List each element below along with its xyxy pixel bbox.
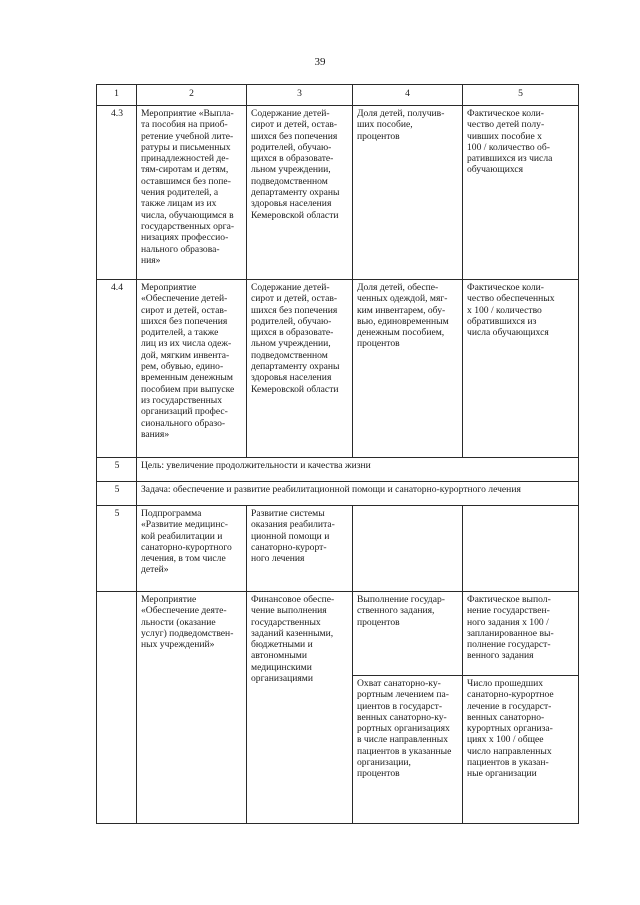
header-col-1: 1	[97, 85, 137, 106]
goal-row	[97, 458, 579, 482]
activity-name-cell: Мероприятие «Обеспечение деяте- льности (оказание услуг) подведомствен- ных учреждений»	[137, 592, 247, 824]
indicator-formula-cell: Фактическое коли- чество детей полу- чивших пособие х 100 / количество об- ратившихся из числа обучающихся	[463, 106, 579, 280]
activity-row	[97, 592, 579, 676]
empty-cell	[463, 506, 579, 592]
indicators-table	[96, 84, 579, 824]
indicator-name-cell: Выполнение государ- ственного задания, процентов	[353, 592, 463, 676]
table-row	[97, 280, 579, 458]
page-number: 39	[314, 56, 326, 68]
subprogram-content-cell: Развитие системы оказания реабилита- ционной помощи и санаторно-курорт- ного лечения	[247, 506, 353, 592]
header-col-4: 4	[353, 85, 463, 106]
indicator-name-cell: Доля детей, обеспе- ченных одеждой, мяг- ким инвентарем, обу- вью, единовременным денежным пособием, процентов	[353, 280, 463, 458]
empty-number-cell	[97, 592, 137, 824]
goal-text: Цель: увеличение продолжительности и качества жизни	[137, 458, 579, 482]
subprogram-name-cell: Подпрограмма «Развитие медицинс- кой реабилитации и санаторно-курортного лечения, в том числе детей»	[137, 506, 247, 592]
table-row	[97, 106, 579, 280]
task-row	[97, 482, 579, 506]
activity-content-cell: Финансовое обеспе- чение выполнения государственных заданий казенными, бюджетными и автономными медицинскими организациями	[247, 592, 353, 824]
indicator-formula-cell: Фактическое выпол- нение государствен- ного задания х 100 / запланированное вы- полнение государст- венного задания	[463, 592, 579, 676]
indicator-name-cell: Охват санаторно-ку- рортным лечением па- циентов в государст- венных санаторно-ку- рортных организациях в числе направленных пациентов в указанные организации, процентов	[353, 676, 463, 824]
activity-content-cell: Содержание детей- сирот и детей, остав- шихся без попечения родителей, обучаю- щихся в образовате- льном учреждении, подведомственном департаменту охраны здоровья населения Кемеровской области	[247, 280, 353, 458]
activity-content-cell: Содержание детей- сирот и детей, остав- шихся без попечения родителей, обучаю- щихся в образовате- льном учреждении, подведомственном департаменту охраны здоровья населения Кемеровской области	[247, 106, 353, 280]
row-number: 5	[97, 458, 137, 482]
indicator-formula-cell: Число прошедших санаторно-курортное лечение в государст- венных санаторно- курортных организа- циях х 100 / общее число направленных пациентов в указан- ные организации	[463, 676, 579, 824]
activity-name-cell: Мероприятие «Выпла- та пособия на приоб- ретение учебной лите- ратуры и письменных принадлежностей де- тям-сиротам и детям, оставшимся без попе- чения родителей, а также лицам из их числа, обучающимся в государственных орга- низациях профессио- нального образова- ния»	[137, 106, 247, 280]
task-text: Задача: обеспечение и развитие реабилитационной помощи и санаторно-курортного лечения	[137, 482, 579, 506]
row-number: 4.4	[97, 280, 137, 458]
table-header-row	[97, 85, 579, 106]
subprogram-row	[97, 506, 579, 592]
header-col-3: 3	[247, 85, 353, 106]
activity-name-cell: Мероприятие «Обеспечение детей- сирот и детей, остав- шихся без попечения родителей, а также лиц из их числа одеж- дой, мягким инвента- рем, обувью, едино- временным денежным пособием при выпуске из государственных организаций профес- сионального образо- вания»	[137, 280, 247, 458]
indicator-formula-cell: Фактическое коли- чество обеспеченных х 100 / количество обратившихся из числа обучающихся	[463, 280, 579, 458]
row-number: 5	[97, 482, 137, 506]
indicator-name-cell: Доля детей, получив- ших пособие, процентов	[353, 106, 463, 280]
row-number: 4.3	[97, 106, 137, 280]
row-number: 5	[97, 506, 137, 592]
empty-cell	[353, 506, 463, 592]
header-col-2: 2	[137, 85, 247, 106]
header-col-5: 5	[463, 85, 579, 106]
